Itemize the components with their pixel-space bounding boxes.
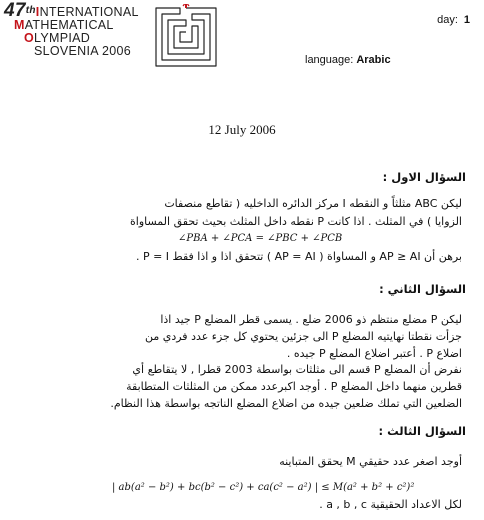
title-initial-m: M [14, 18, 25, 32]
problem3-line2: لكل الاعداد الحقيقية a , b , c . [319, 498, 462, 511]
imo-logo-icon [150, 4, 222, 70]
problem3-inequality: | ab(a² − b²) + bc(b² − c²) + ca(c² − a²) | ≤ M(a² + b² + c²)² [112, 482, 415, 493]
language-value: Arabic [356, 54, 391, 66]
problem2-line6: الضلعين التي تملك ضلعين جيده من اضلاع المضلع الناتجه بواسطة هذا النظام. [110, 397, 462, 410]
problem2-heading: السؤال الثاني : [379, 282, 466, 296]
language-indicator [305, 54, 391, 66]
title-line4: SLOVENIA 2006 [34, 44, 132, 58]
day-indicator [437, 14, 470, 26]
title-line1: NTERNATIONAL [39, 5, 139, 19]
problem1-line3: برهن أن AP ≥ AI و المساواة ( AP = AI ) تتحقق اذا و اذا فقط P = I . [135, 250, 462, 263]
language-label: language: [305, 54, 354, 66]
title-line3: LYMPIAD [34, 31, 91, 45]
day-value: 1 [463, 14, 470, 26]
title-initial-i: I [35, 5, 40, 19]
olympiad-title [4, 0, 144, 58]
problem2-line2: جزأت نقطتا نهايتيه المضلع P الى جزئين يحتوي كل جزء عدد فردي من [144, 330, 462, 343]
problem2-line1: ليكن P مضلع منتظم ذو 2006 ضلع . يسمى قطر المضلع P جيد اذا [160, 313, 462, 326]
title-number: 47 [4, 0, 26, 21]
problem1-heading: السؤال الاول : [382, 170, 466, 184]
problem3-line1: أوجد اصغر عدد حقيقي M يحقق المتباينه [279, 455, 462, 468]
problem2-line5: قطرين منهما داخل المضلع P . أوجد اكبرعدد ممكن من المثلثات المتطابقة [126, 380, 462, 393]
problem1-line2: الزوايا ) في المثلث . اذا كانت P نقطه داخل المثلث بحيث تحقق المساواة [130, 215, 462, 228]
title-ordinal: th [25, 5, 36, 16]
problem2-line3: اضلاع P . أعتبر اضلاع المضلع P جيده . [286, 347, 462, 360]
problem3-heading: السؤال الثالث : [378, 424, 466, 438]
title-line2: ATHEMATICAL [24, 18, 114, 32]
problem1-line1: ليكن ABC مثلثاً و النقطه I مركز الدائره الداخليه ( تقاطع منصفات [164, 197, 462, 210]
day-label: day: [437, 14, 458, 26]
title-initial-o: O [24, 31, 35, 45]
problem2-line4: نفرض أن المضلع P قسم الى مثلثات بواسطة 2003 قطرا , لا يتقاطع أي [132, 363, 462, 376]
problem1-equation: ∠PBA + ∠PCA = ∠PBC + ∠PCB [178, 233, 343, 244]
exam-date: 12 July 2006 [208, 122, 276, 137]
